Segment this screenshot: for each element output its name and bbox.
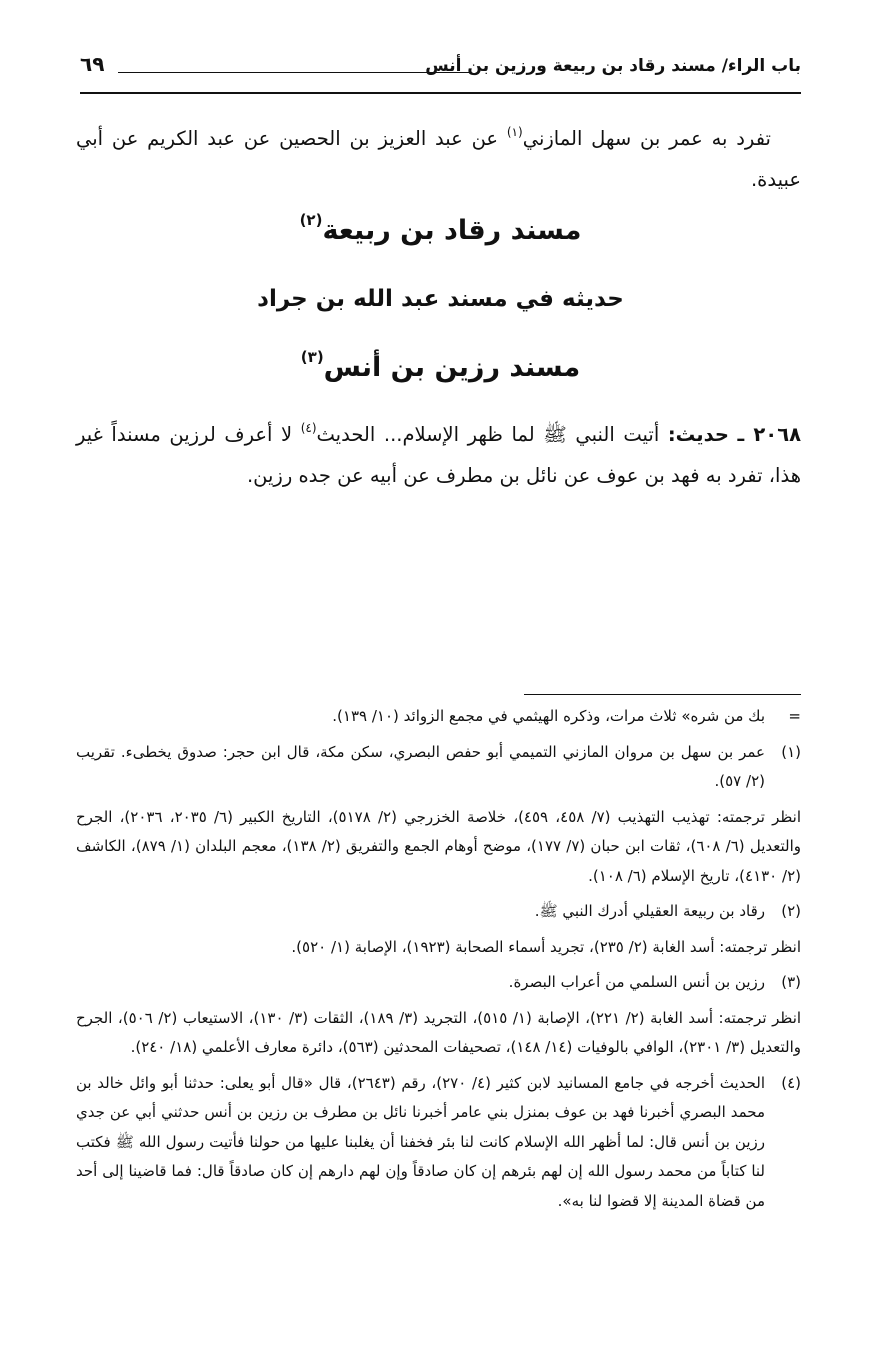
footnote-1-marker: (١): [781, 742, 801, 761]
footnote-continuation-text: بك من شره» ثلاث مرات، وذكره الهيثمي في مجمع الزوائد (١٠/ ١٣٩).: [332, 707, 765, 725]
paragraph-1-text-a: تفرد به عمر بن سهل المازني: [522, 127, 771, 150]
footnote-continuation: [76, 702, 801, 732]
footnote-1-refs: انظر ترجمته: تهذيب التهذيب (٧/ ٤٥٨، ٤٥٩)، خلاصة الخزرجي (٢/ ٥١٧٨)، التاريخ الكبير (٦/ ٢٠٣٥، ٢٠٣٦)، الجرح والتعديل (٦/ ٦٠٨)، ثقات ابن حبان (٧/ ١٧٧)، موضح أوهام الجمع والتفريق (٢/ ١٣٨)، معجم البلدان (١/ ٨٧٩)، الكاشف (٢/ ٤١٣٠)، تاريخ الإسلام (٦/ ١٠٨).: [76, 807, 802, 885]
header-rule: [118, 72, 471, 73]
running-title: باب الراء/ مسند رقاد بن ربيعة ورزين بن أنس: [425, 56, 801, 76]
footnote-3-marker: (٣): [781, 973, 801, 991]
paragraph-1: [76, 118, 801, 200]
paragraph-1-text-b: عن عبد العزيز بن الحصين عن عبد الكريم عن أبي عبيدة.: [76, 127, 801, 191]
footnote-1-text: عمر بن سهل بن مروان المازني التميمي أبو حفص البصري، سكن مكة، قال ابن حجر: صدوق يخطىء. تقريب (٢/ ٥٧).: [76, 742, 765, 790]
footnote-2: [76, 897, 801, 927]
hadith-label: حديث:: [667, 423, 729, 446]
paragraph-2-text-b: لا أعرف لرزين مسنداً غير هذا، تفرد به فهد بن عوف عن نائل بن مطرف عن أبيه عن جده رزين.: [76, 423, 801, 487]
footnote-2-refs: انظر ترجمته: أسد الغابة (٢/ ٢٣٥)، تجريد أسماء الصحابة (١٩٢٣)، الإصابة (١/ ٥٢٠).: [291, 937, 801, 956]
footnote-ref-2[interactable]: (٢): [299, 211, 323, 229]
footnotes: [76, 702, 801, 1222]
footnote-4-marker: (٤): [781, 1073, 801, 1092]
footnote-ref-1[interactable]: (١): [506, 125, 523, 139]
footnote-ref-4[interactable]: (٤): [300, 421, 317, 435]
footnote-separator: [524, 694, 801, 695]
footnote-4: [76, 1069, 801, 1217]
footnote-2-text: رقاد بن ربيعة العقيلي أدرك النبي ﷺ.: [534, 902, 765, 920]
footnote-ref-3[interactable]: (٣): [300, 348, 324, 366]
footnote-4-text: الحديث أخرجه في جامع المسانيد لابن كثير (٤/ ٢٧٠)، رقم (٢٦٤٣)، قال «قال أبو يعلى: حدثنا أبو وائل خالد بن محمد البصري أخبرنا فهد بن عوف بمنزل بني عامر أخبرنا نائل بن مطرف بن رزين بن أنس حدثني أبي عن جدي رزين بن أنس قال: لما أظهر الله الإسلام كانت لنا بئر فخفنا أن يغلبنا عليها من حولنا فأتيت رسول الله ﷺ فكتب لنا كتاباً من محمد رسول الله إن لهم بئرهم إن كان صادقاً وإن لهم دارهم إن كان صادقاً قال: فما قاضينا إلى أحد من قضاة المدينة إلا قضوا لنا به».: [76, 1073, 765, 1210]
footnote-3-refs: انظر ترجمته: أسد الغابة (٢/ ٢٢١)، الإصابة (١/ ٥١٥)، التجريد (٣/ ١٨٩)، الثقات (٣/ ١٣٠)، الاستيعاب (٢/ ٥٠٦)، الجرح والتعديل (٣/ ٢٣٠١)، الوافي بالوفيات (١٤/ ١٤٨)، تصحيفات المحدثين (٥٦٣)، دائرة معارف الأعلمي (١٨/ ٢٤٠).: [76, 1008, 802, 1056]
paragraph-2-text-a: أتيت النبي ﷺ لما ظهر الإسلام... الحديث: [316, 423, 668, 446]
section-heading-razin: [80, 348, 801, 383]
footnote-1: [76, 738, 801, 797]
footnote-3: [76, 968, 801, 998]
paragraph-2: [76, 414, 801, 496]
footnote-3-text: رزين بن أنس السلمي من أعراب البصرة.: [508, 973, 765, 991]
footnote-2-marker: (٢): [781, 902, 801, 920]
subheading-ibn-jarad: حديثه في مسند عبد الله بن جراد: [257, 286, 624, 312]
hadith-number: ٢٠٦٨ ـ: [737, 423, 801, 446]
heading-razin-text: مسند رزين بن أنس: [323, 352, 581, 383]
section-heading-riqad: [80, 211, 801, 246]
heading-riqad-text: مسند رقاد بن ربيعة: [322, 215, 582, 246]
footnote-continuation-marker: =: [788, 707, 801, 725]
running-header: [80, 52, 801, 94]
page-number: ٦٩: [80, 52, 105, 76]
